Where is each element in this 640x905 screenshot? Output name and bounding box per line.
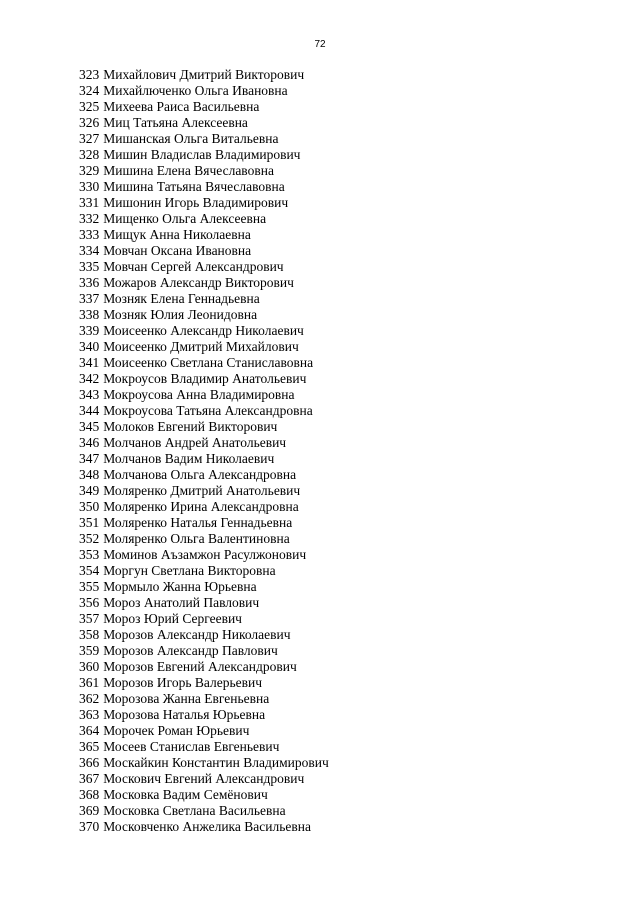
list-item (79, 435, 329, 451)
entry-name: Молчанов Вадим Николаевич (103, 451, 275, 466)
entry-number: 366 (79, 755, 100, 770)
entry-name: Мишанская Ольга Витальевна (103, 131, 279, 146)
entry-name: Морочек Роман Юрьевич (103, 723, 250, 738)
list-item (79, 659, 329, 675)
entry-name: Мищенко Ольга Алексеевна (103, 211, 267, 226)
list-item (79, 707, 329, 723)
list-item (79, 211, 329, 227)
entry-name: Московченко Анжелика Васильевна (103, 819, 311, 834)
entry-name: Московка Светлана Васильевна (103, 803, 286, 818)
entry-name: Мокроусов Владимир Анатольевич (103, 371, 307, 386)
list-item (79, 723, 329, 739)
list-item (79, 147, 329, 163)
list-item (79, 179, 329, 195)
entry-name: Мороз Юрий Сергеевич (103, 611, 242, 626)
entry-number: 335 (79, 259, 100, 274)
list-item (79, 403, 329, 419)
list-item (79, 611, 329, 627)
entry-number: 330 (79, 179, 100, 194)
entry-number: 351 (79, 515, 100, 530)
entry-name: Мозняк Юлия Леонидовна (103, 307, 258, 322)
list-item (79, 243, 329, 259)
entry-number: 334 (79, 243, 100, 258)
list-item (79, 275, 329, 291)
list-item (79, 259, 329, 275)
list-item (79, 131, 329, 147)
page-number: 72 (314, 39, 326, 50)
entry-name: Молчанов Андрей Анатольевич (103, 435, 287, 450)
entry-number: 327 (79, 131, 100, 146)
entry-number: 344 (79, 403, 100, 418)
entry-number: 359 (79, 643, 100, 658)
list-item (79, 227, 329, 243)
list-item (79, 563, 329, 579)
list-item (79, 291, 329, 307)
entry-name: Мосеев Станислав Евгеньевич (103, 739, 280, 754)
entry-number: 347 (79, 451, 100, 466)
entry-number: 332 (79, 211, 100, 226)
entry-name: Морозова Наталья Юрьевна (103, 707, 266, 722)
entry-name: Моляренко Дмитрий Анатольевич (103, 483, 301, 498)
entry-number: 345 (79, 419, 100, 434)
entry-number: 367 (79, 771, 100, 786)
list-item (79, 419, 329, 435)
list-item (79, 163, 329, 179)
entry-name: Михайлович Дмитрий Викторович (103, 67, 305, 82)
list-item (79, 307, 329, 323)
entry-name: Мороз Анатолий Павлович (103, 595, 260, 610)
list-item (79, 771, 329, 787)
entry-number: 338 (79, 307, 100, 322)
entry-number: 350 (79, 499, 100, 514)
entry-number: 362 (79, 691, 100, 706)
entry-name: Молоков Евгений Викторович (103, 419, 278, 434)
list-item (79, 643, 329, 659)
entry-number: 325 (79, 99, 100, 114)
entry-number: 360 (79, 659, 100, 674)
entry-number: 365 (79, 739, 100, 754)
entry-number: 339 (79, 323, 100, 338)
entry-number: 361 (79, 675, 100, 690)
entry-number: 331 (79, 195, 100, 210)
entry-name: Моисеенко Александр Николаевич (103, 323, 304, 338)
entry-number: 357 (79, 611, 100, 626)
list-item (79, 355, 329, 371)
entry-name: Московка Вадим Семёнович (103, 787, 268, 802)
list-item (79, 195, 329, 211)
entry-name: Морозов Евгений Александрович (103, 659, 297, 674)
entry-name: Мишина Елена Вячеславовна (103, 163, 274, 178)
list-item (79, 803, 329, 819)
list-item (79, 83, 329, 99)
entry-number: 329 (79, 163, 100, 178)
entry-number: 352 (79, 531, 100, 546)
entry-name: Морозова Жанна Евгеньевна (103, 691, 270, 706)
entry-name: Можаров Александр Викторович (103, 275, 294, 290)
entry-name: Моисеенко Светлана Станиславовна (103, 355, 314, 370)
entry-number: 343 (79, 387, 100, 402)
entry-name: Моляренко Ольга Валентиновна (103, 531, 290, 546)
list-item (79, 339, 329, 355)
list-item (79, 115, 329, 131)
entry-name: Москович Евгений Александрович (103, 771, 305, 786)
entry-number: 342 (79, 371, 100, 386)
list-item (79, 483, 329, 499)
list-item (79, 467, 329, 483)
entry-name: Моляренко Наталья Геннадьевна (103, 515, 293, 530)
entry-name: Моргун Светлана Викторовна (103, 563, 276, 578)
entry-number: 346 (79, 435, 100, 450)
entry-number: 356 (79, 595, 100, 610)
list-item (79, 531, 329, 547)
entry-name: Мозняк Елена Геннадьевна (103, 291, 260, 306)
entry-number: 333 (79, 227, 100, 242)
entry-number: 341 (79, 355, 100, 370)
entry-name: Москайкин Константин Владимирович (103, 755, 329, 770)
name-list (79, 67, 329, 835)
entry-name: Мищук Анна Николаевна (103, 227, 251, 242)
entry-number: 358 (79, 627, 100, 642)
list-item (79, 499, 329, 515)
list-item (79, 691, 329, 707)
entry-name: Михеева Раиса Васильевна (103, 99, 260, 114)
entry-name: Миц Татьяна Алексеевна (103, 115, 248, 130)
entry-number: 326 (79, 115, 100, 130)
list-item (79, 387, 329, 403)
entry-number: 328 (79, 147, 100, 162)
list-item (79, 371, 329, 387)
entry-name: Мокроусова Анна Владимировна (103, 387, 295, 402)
entry-name: Мовчан Сергей Александрович (103, 259, 284, 274)
entry-number: 368 (79, 787, 100, 802)
list-item (79, 819, 329, 835)
entry-number: 324 (79, 83, 100, 98)
list-item (79, 627, 329, 643)
entry-name: Моляренко Ирина Александровна (103, 499, 299, 514)
entry-name: Морозов Игорь Валерьевич (103, 675, 263, 690)
entry-number: 337 (79, 291, 100, 306)
entry-name: Морозов Александр Николаевич (103, 627, 291, 642)
entry-number: 363 (79, 707, 100, 722)
entry-number: 323 (79, 67, 100, 82)
list-item (79, 579, 329, 595)
list-item (79, 755, 329, 771)
list-item (79, 787, 329, 803)
entry-name: Морозов Александр Павлович (103, 643, 278, 658)
list-item (79, 595, 329, 611)
entry-name: Мишин Владислав Владимирович (103, 147, 301, 162)
entry-number: 349 (79, 483, 100, 498)
entry-number: 355 (79, 579, 100, 594)
entry-name: Мокроусова Татьяна Александровна (103, 403, 313, 418)
list-item (79, 739, 329, 755)
entry-name: Мормыло Жанна Юрьевна (103, 579, 257, 594)
entry-number: 348 (79, 467, 100, 482)
entry-name: Моминов Аъзамжон Расулжонович (103, 547, 307, 562)
entry-name: Мовчан Оксана Ивановна (103, 243, 252, 258)
entry-number: 340 (79, 339, 100, 354)
entry-number: 364 (79, 723, 100, 738)
entry-number: 336 (79, 275, 100, 290)
list-item (79, 99, 329, 115)
list-item (79, 67, 329, 83)
list-item (79, 547, 329, 563)
list-item (79, 515, 329, 531)
entry-name: Молчанова Ольга Александровна (103, 467, 297, 482)
entry-name: Мишина Татьяна Вячеславовна (103, 179, 285, 194)
entry-name: Моисеенко Дмитрий Михайлович (103, 339, 299, 354)
entry-name: Мишонин Игорь Владимирович (103, 195, 289, 210)
entry-number: 370 (79, 819, 100, 834)
entry-name: Михайлюченко Ольга Ивановна (103, 83, 288, 98)
entry-number: 354 (79, 563, 100, 578)
entry-number: 369 (79, 803, 100, 818)
entry-number: 353 (79, 547, 100, 562)
list-item (79, 451, 329, 467)
list-item (79, 675, 329, 691)
list-item (79, 323, 329, 339)
